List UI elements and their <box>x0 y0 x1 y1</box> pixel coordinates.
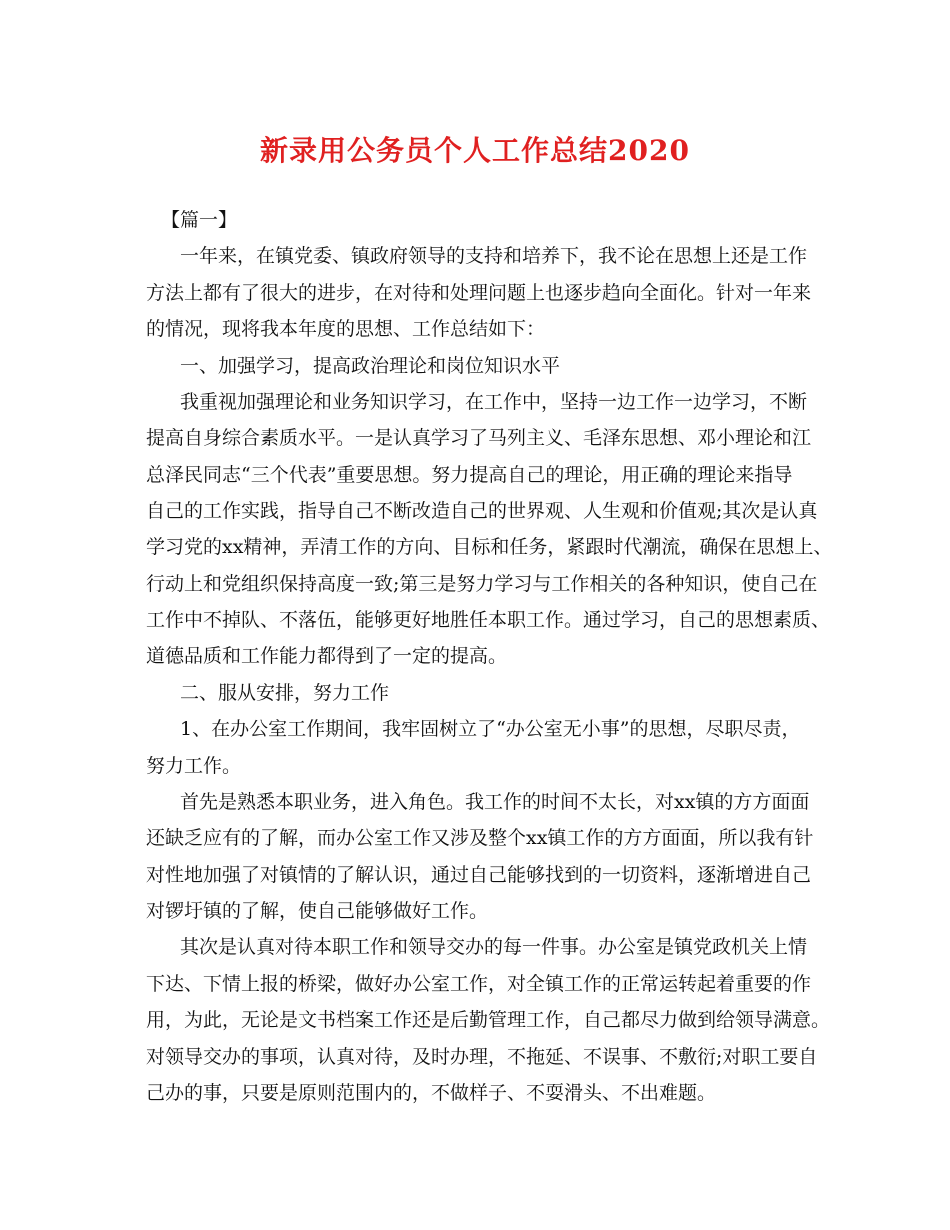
document-title: 新录用公务员个人工作总结2020 <box>260 134 690 167</box>
text-line: 对领导交办的事项，认真对待，及时办理，不拖延、不误事、不敷衍;对职工要自 <box>146 1046 818 1068</box>
text-line: 1、在办公室工作期间，我牢固树立了“办公室无小事”的思想，尽职尽责， <box>180 718 801 740</box>
text-line: 【篇一】 <box>161 209 238 231</box>
text-line: 下达、下情上报的桥梁，做好办公室工作，对全镇工作的正常运转起着重要的作 <box>146 973 812 995</box>
text-line: 提高自身综合素质水平。一是认真学习了马列主义、毛泽东思想、邓小理论和江 <box>146 427 812 449</box>
text-line: 对锣圩镇的了解，使自己能够做好工作。 <box>146 900 489 922</box>
text-line: 还缺乏应有的了解，而办公室工作又涉及整个xx镇工作的方方面面，所以我有针 <box>146 827 814 849</box>
text-line: 方法上都有了很大的进步，在对待和处理问题上也逐步趋向全面化。针对一年来 <box>146 282 812 304</box>
text-line: 首先是熟悉本职业务，进入角色。我工作的时间不太长，对xx镇的方方面面 <box>180 791 810 813</box>
text-line: 努力工作。 <box>146 755 242 777</box>
text-line: 二、服从安排，努力工作 <box>180 682 390 704</box>
text-line: 对性地加强了对镇情的了解认识，通过自己能够找到的一切资料，逐渐增进自己 <box>146 864 812 886</box>
text-line: 其次是认真对待本职工作和领导交办的每一件事。办公室是镇党政机关上情 <box>180 936 808 958</box>
text-line: 行动上和党组织保持高度一致;第三是努力学习与工作相关的各种知识，使自己在 <box>146 573 818 595</box>
text-line: 一年来，在镇党委、镇政府领导的支持和培养下，我不论在思想上还是工作 <box>180 245 808 267</box>
text-line: 己办的事，只要是原则范围内的，不做样子、不耍滑头、不出难题。 <box>146 1082 717 1104</box>
text-line: 自己的工作实践，指导自己不断改造自己的世界观、人生观和价值观;其次是认真 <box>146 500 818 522</box>
text-line: 学习党的xx精神，弄清工作的方向、目标和任务，紧跟时代潮流，确保在思想上、 <box>146 536 833 558</box>
text-line: 一、加强学习，提高政治理论和岗位知识水平 <box>180 355 561 377</box>
text-line: 工作中不掉队、不落伍，能够更好地胜任本职工作。通过学习，自己的思想素质、 <box>146 609 831 631</box>
text-line: 用，为此，无论是文书档案工作还是后勤管理工作，自己都尽力做到给领导满意。 <box>146 1009 831 1031</box>
text-line: 道德品质和工作能力都得到了一定的提高。 <box>146 645 508 667</box>
text-line: 的情况，现将我本年度的思想、工作总结如下： <box>146 318 546 340</box>
text-line: 总泽民同志“三个代表”重要思想。努力提高自己的理论，用正确的理论来指导 <box>146 464 793 486</box>
text-line: 我重视加强理论和业务知识学习，在工作中，坚持一边工作一边学习，不断 <box>180 391 808 413</box>
